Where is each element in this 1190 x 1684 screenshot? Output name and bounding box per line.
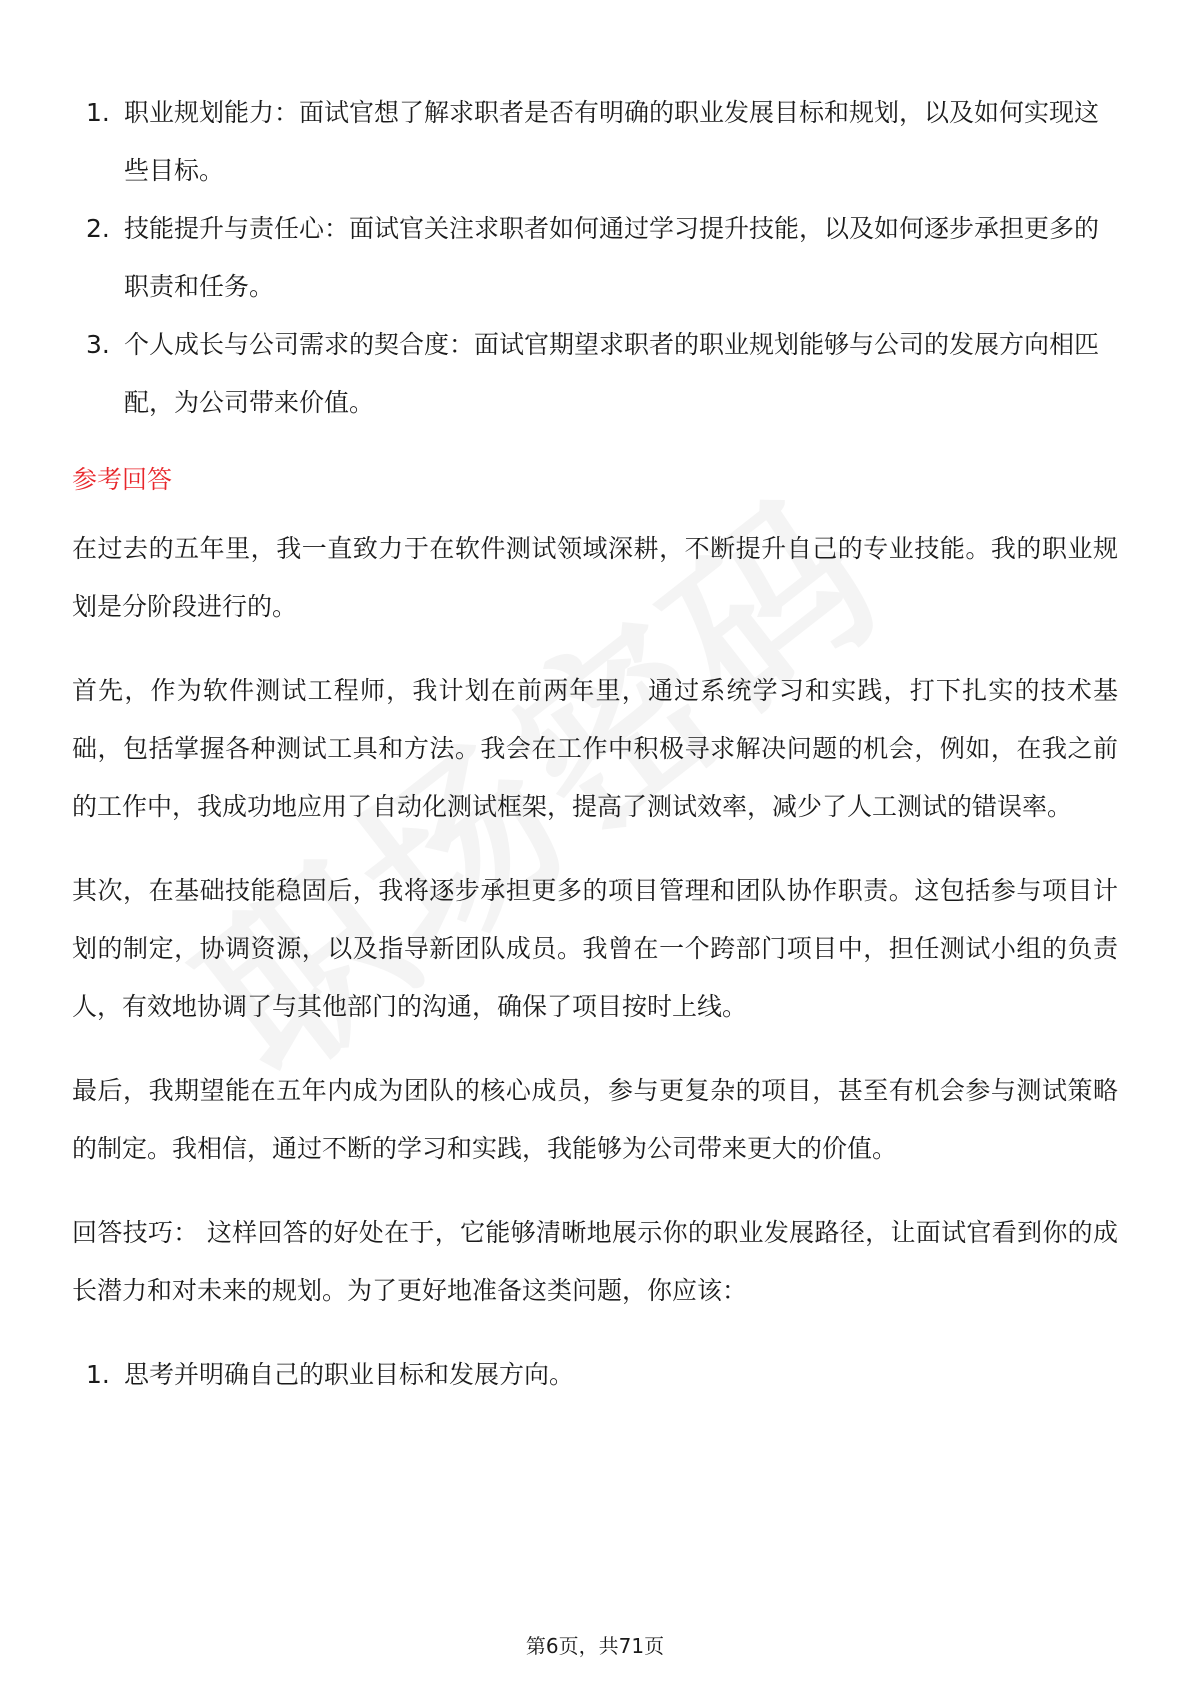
list-item <box>72 200 1118 316</box>
list-item-number: 1. <box>86 1360 110 1389</box>
section-title: 参考回答 <box>72 465 173 494</box>
tips-list <box>72 1346 1118 1404</box>
list-item-text: 个人成长与公司需求的契合度：面试官期望求职者的职业规划能够与公司的发展方向相匹配，为公司带来价值。 <box>124 330 1100 417</box>
tips-paragraph: 回答技巧： 这样回答的好处在于，它能够清晰地展示你的职业发展路径，让面试官看到你的成长潜力和对未来的规划。为了更好地准备这类问题，你应该： <box>72 1218 1118 1305</box>
list-item-number: 2. <box>86 214 110 243</box>
list-item-text: 技能提升与责任心：面试官关注求职者如何通过学习提升技能，以及如何逐步承担更多的职责和任务。 <box>124 214 1100 301</box>
page-footer: 第6页，共71页 <box>525 1634 665 1658</box>
list-item <box>72 1346 1118 1404</box>
list-item <box>72 84 1118 200</box>
list-item-text: 职业规划能力：面试官想了解求职者是否有明确的职业发展目标和规划，以及如何实现这些目标。 <box>124 98 1100 185</box>
answer-paragraph: 最后，我期望能在五年内成为团队的核心成员，参与更复杂的项目，甚至有机会参与测试策略的制定。我相信，通过不断的学习和实践，我能够为公司带来更大的价值。 <box>72 1076 1118 1163</box>
list-item-number: 3. <box>86 330 110 359</box>
list-item-text: 思考并明确自己的职业目标和发展方向。 <box>124 1360 575 1389</box>
list-item-number: 1. <box>86 98 110 127</box>
answer-paragraph: 首先，作为软件测试工程师，我计划在前两年里，通过系统学习和实践，打下扎实的技术基础，包括掌握各种测试工具和方法。我会在工作中积极寻求解决问题的机会，例如，在我之前的工作中，我成功地应用了自动化测试框架，提高了测试效率，减少了人工测试的错误率。 <box>72 676 1118 821</box>
page-content <box>72 84 1118 1404</box>
answer-paragraph: 其次，在基础技能稳固后，我将逐步承担更多的项目管理和团队协作职责。这包括参与项目计划的制定，协调资源，以及指导新团队成员。我曾在一个跨部门项目中，担任测试小组的负责人，有效地协调了与其他部门的沟通，确保了项目按时上线。 <box>72 876 1118 1021</box>
list-item <box>72 316 1118 432</box>
answer-paragraph: 在过去的五年里，我一直致力于在软件测试领域深耕，不断提升自己的专业技能。我的职业规划是分阶段进行的。 <box>72 534 1118 621</box>
criteria-list <box>72 84 1118 432</box>
